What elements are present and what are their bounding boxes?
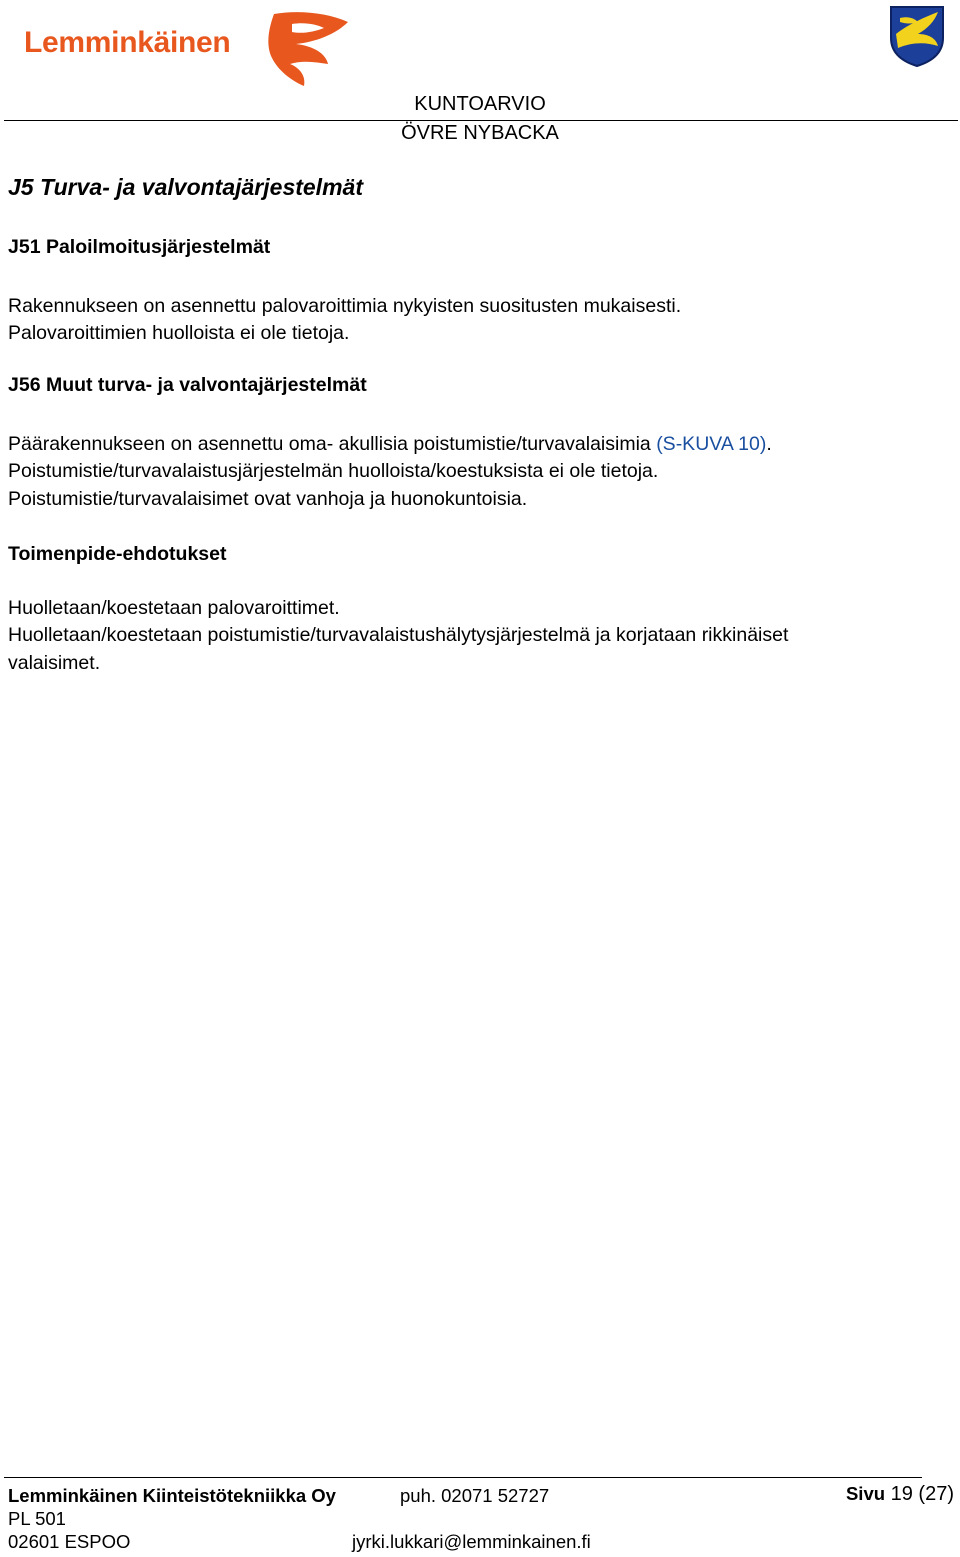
page-total: (27) <box>918 1483 954 1505</box>
j56-line-1-end: . <box>766 433 772 455</box>
j51-paragraph-line-1: Rakennukseen on asennettu palovaroittimia nykyisten suositusten mukaisesti. <box>8 295 682 317</box>
footer-pobox: PL 501 <box>8 1508 66 1529</box>
footer-phone: puh. 02071 52727 <box>400 1485 550 1506</box>
j56-line-1-text: Päärakennukseen on asennettu oma- akullisia poistumistie/turvavalaisimia <box>8 433 657 455</box>
lemminkainen-swirl-logo-icon <box>256 8 352 88</box>
j51-heading: J51 Paloilmoitusjärjestelmät <box>8 236 271 258</box>
footer-page-indicator <box>846 1483 954 1505</box>
footer-company: Lemminkäinen Kiinteistötekniikka Oy <box>8 1485 336 1506</box>
page-number: 19 <box>890 1483 913 1505</box>
j51-paragraph-line-2: Palovaroittimien huolloista ei ole tietoja. <box>8 322 350 344</box>
actions-line-1: Huolletaan/koestetaan palovaroittimet. <box>8 597 340 619</box>
company-logo-text: Lemminkäinen <box>24 26 231 59</box>
document-subtitle: ÖVRE NYBACKA <box>401 122 559 144</box>
footer-divider <box>4 1477 922 1478</box>
document-title: KUNTOARVIO <box>414 93 546 115</box>
j56-heading: J56 Muut turva- ja valvontajärjestelmät <box>8 374 367 396</box>
j56-paragraph-line-3: Poistumistie/turvavalaisimet ovat vanhoja ja huonokuntoisia. <box>8 488 528 510</box>
j56-paragraph-line-1 <box>8 431 772 459</box>
municipal-coat-of-arms-icon <box>888 4 946 68</box>
actions-line-2: Huolletaan/koestetaan poistumistie/turvavalaistushälytysjärjestelmä ja korjataan rikkinäiset <box>8 624 789 646</box>
actions-line-3: valaisimet. <box>8 652 101 674</box>
header-divider <box>4 120 958 121</box>
j56-paragraph-line-2: Poistumistie/turvavalaistusjärjestelmän huolloista/koestuksista ei ole tietoja. <box>8 460 659 482</box>
section-heading: J5 Turva- ja valvontajärjestelmät <box>8 174 363 200</box>
footer-city: 02601 ESPOO <box>8 1531 131 1552</box>
footer-email[interactable]: jyrki.lukkari@lemminkainen.fi <box>352 1531 591 1552</box>
figure-reference: (S-KUVA 10) <box>656 433 767 455</box>
actions-heading: Toimenpide-ehdotukset <box>8 543 227 565</box>
page-label: Sivu <box>845 1483 886 1504</box>
